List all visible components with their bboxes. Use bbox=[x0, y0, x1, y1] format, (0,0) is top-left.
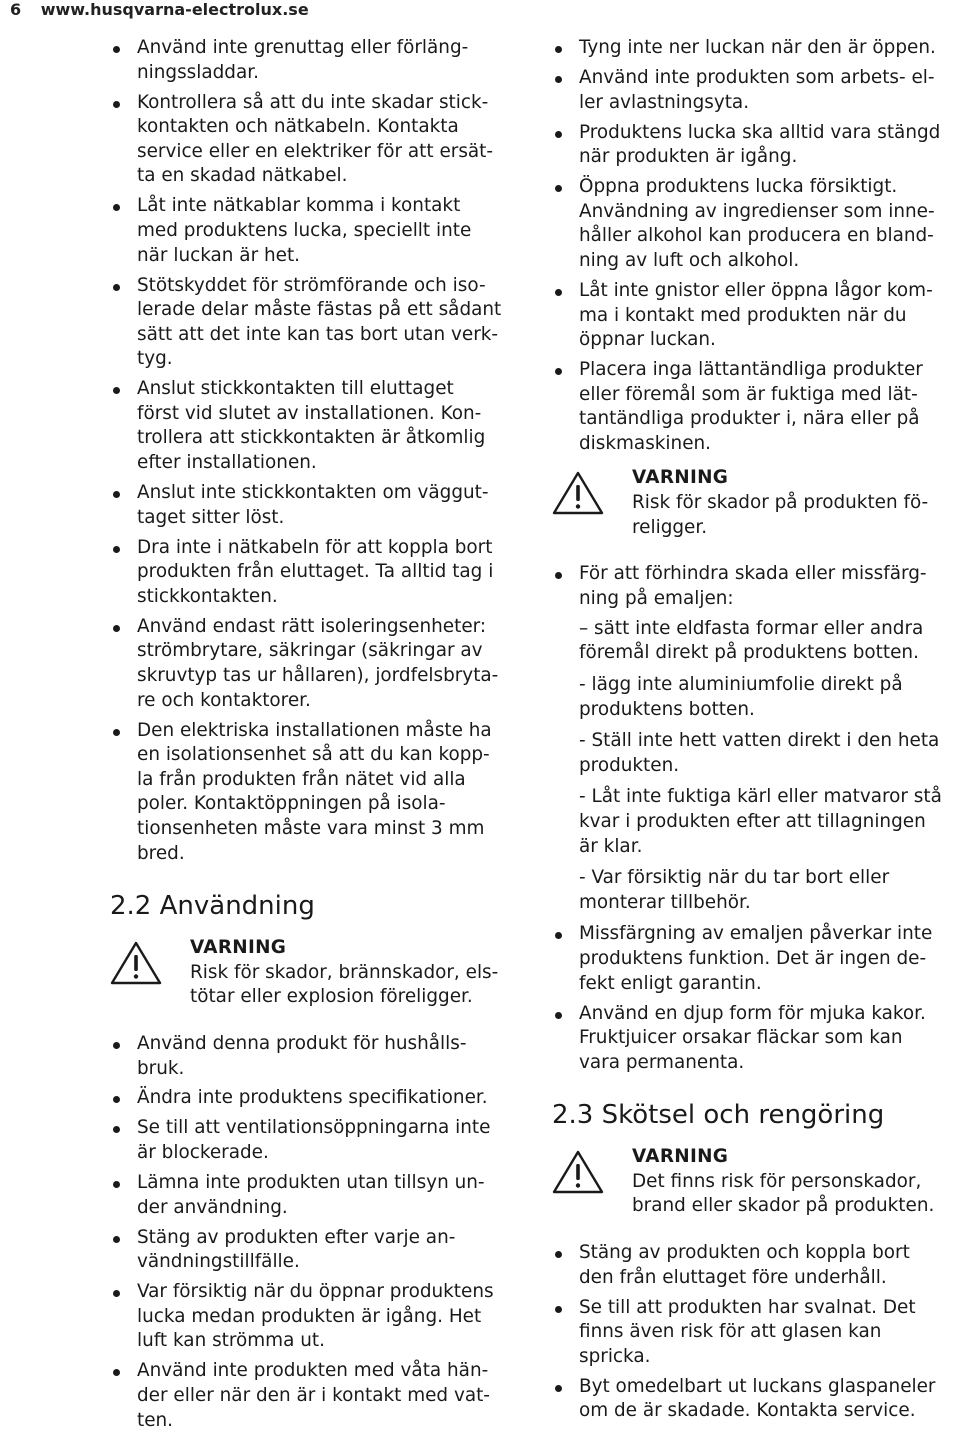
warning-triangle-icon bbox=[552, 1149, 604, 1195]
list-item bbox=[552, 36, 960, 61]
bullet-icon bbox=[113, 46, 120, 53]
enamel-sub-item: - Var försiktig när du tar bort eller monterar tillbehör. bbox=[579, 867, 890, 913]
list-item-text: Låt inte nätkablar komma i kontakt med produktens lucka, speciellt inte när luckan är het. bbox=[137, 195, 472, 266]
list-item-text: Anslut inte stickkontakten om väggut- taget sitter löst. bbox=[137, 482, 489, 528]
list-item bbox=[110, 36, 540, 85]
list-item bbox=[552, 562, 960, 611]
list-item-text: Kontrollera så att du inte skadar stick- kontakten och nätkabeln. Kontakta service eller en elektriker för att ersät- ta en skadad nätkabel. bbox=[137, 91, 494, 187]
list-item bbox=[552, 1002, 960, 1076]
list-item bbox=[552, 175, 960, 273]
bullet-icon bbox=[113, 1126, 120, 1133]
warning-text: Risk för skador på produkten fö- religger. bbox=[632, 492, 929, 538]
list-item bbox=[110, 536, 540, 610]
list-item bbox=[110, 194, 540, 268]
bullet-icon bbox=[113, 101, 120, 108]
list-item-text: Lämna inte produkten utan tillsyn un- der användning. bbox=[137, 1172, 485, 1218]
page-header bbox=[10, 0, 309, 20]
list-item bbox=[552, 279, 960, 353]
list-item bbox=[552, 358, 960, 456]
warning-title: VARNING bbox=[632, 467, 729, 489]
section-title-usage: 2.2 Användning bbox=[110, 891, 315, 922]
section-title-care-cleaning: 2.3 Skötsel och rengöring bbox=[552, 1100, 885, 1131]
list-item-text: Öppna produktens lucka försiktigt. Användning av ingredienser som inne- håller alkohol kan producera en bland- ning av luft och alkohol. bbox=[579, 176, 935, 271]
list-item bbox=[110, 1086, 540, 1111]
list-item bbox=[110, 481, 540, 530]
list-item bbox=[110, 1359, 540, 1433]
bullet-icon bbox=[113, 1369, 120, 1376]
list-item bbox=[110, 1116, 540, 1165]
bullet-icon bbox=[555, 572, 562, 579]
bullet-icon bbox=[555, 76, 562, 83]
bullet-icon bbox=[113, 491, 120, 498]
list-item-text: Den elektriska installationen måste ha en isolationsenhet så att du kan kopp- la från produkten från nätet vid alla poler. Kontaktöppningen på isola- tionsenheten måste vara minst 3 mm bred. bbox=[137, 719, 492, 864]
usage-bullet-list bbox=[110, 1032, 540, 1433]
enamel-sub-item: - lägg inte aluminiumfolie direkt på produktens botten. bbox=[579, 674, 903, 720]
bullet-icon bbox=[555, 1012, 562, 1019]
list-item-text: Använd inte grenuttag eller förläng- ningssladdar. bbox=[137, 37, 469, 83]
warning-text: Det finns risk för personskador, brand eller skador på produkten. bbox=[632, 1170, 935, 1217]
bullet-icon bbox=[113, 1096, 120, 1103]
bullet-icon bbox=[555, 1251, 562, 1258]
list-item-text: Byt omedelbart ut luckans glaspaneler om de är skadade. Kontakta service. bbox=[579, 1375, 936, 1422]
bullet-icon bbox=[555, 1306, 562, 1313]
left-column bbox=[110, 36, 540, 1439]
enamel-sub-item: – sätt inte eldfasta formar eller andra föremål direkt på produktens botten. bbox=[579, 617, 924, 664]
list-item-text: Stötskyddet för strömförande och iso- lerade delar måste fästas på ett sådant sätt att det inte kan tas bort utan verk- tyg. bbox=[137, 274, 502, 370]
installation-bullet-list bbox=[110, 36, 540, 866]
bullet-icon bbox=[113, 546, 120, 553]
list-item-text: Se till att ventilationsöppningarna inte är blockerade. bbox=[137, 1117, 491, 1164]
list-item-text: Se till att produkten har svalnat. Det finns även risk för att glasen kan spricka. bbox=[579, 1296, 916, 1367]
enamel-sub-item: - Ställ inte hett vatten direkt i den heta produkten. bbox=[579, 730, 940, 776]
bullet-icon bbox=[113, 729, 120, 736]
bullet-icon bbox=[113, 1181, 120, 1188]
list-item-text: Använd inte produkten som arbets- el- ler avlastningsyta. bbox=[579, 66, 935, 113]
warning-box-product-damage bbox=[552, 466, 960, 540]
bullet-icon bbox=[113, 387, 120, 394]
list-item bbox=[110, 1032, 540, 1081]
door-bullet-list bbox=[552, 36, 960, 456]
warning-box-care bbox=[552, 1145, 960, 1219]
bullet-icon bbox=[113, 1290, 120, 1297]
list-item bbox=[110, 274, 540, 372]
bullet-icon bbox=[113, 1042, 120, 1049]
list-item bbox=[552, 1241, 960, 1290]
list-item-text: Använd inte produkten med våta hän- der eller när den är i kontakt med vat- ten. bbox=[137, 1360, 490, 1431]
list-item bbox=[110, 615, 540, 713]
list-item bbox=[110, 377, 540, 475]
list-item bbox=[552, 1296, 960, 1370]
bullet-icon bbox=[113, 1236, 120, 1243]
list-item bbox=[110, 91, 540, 189]
list-item-text: För att förhindra skada eller missfärg- ning på emaljen: bbox=[579, 563, 927, 609]
warning-title: VARNING bbox=[632, 1146, 729, 1168]
list-item-text: Använd en djup form för mjuka kakor. Fruktjuicer orsakar fläckar som kan vara permanenta. bbox=[579, 1002, 926, 1073]
bullet-icon bbox=[555, 289, 562, 296]
enamel-sub-item: - Låt inte fuktiga kärl eller matvaror stå kvar i produkten efter att tillagningen är klar. bbox=[579, 786, 942, 857]
list-item-text: Produktens lucka ska alltid vara stängd när produkten är igång. bbox=[579, 121, 941, 168]
bullet-icon bbox=[113, 204, 120, 211]
list-item-text: Låt inte gnistor eller öppna lågor kom- ma i kontakt med produkten när du öppnar luckan. bbox=[579, 279, 933, 351]
bullet-icon bbox=[555, 368, 562, 375]
header-url: www.husqvarna-electrolux.se bbox=[40, 0, 309, 19]
bullet-icon bbox=[555, 1385, 562, 1392]
list-item bbox=[552, 66, 960, 115]
bullet-icon bbox=[555, 185, 562, 192]
list-item-text: Placera inga lättantändliga produkter eller föremål som är fuktiga med lät- tantändliga produkter i, nära eller på diskmaskinen. bbox=[579, 359, 923, 454]
list-item-text: Var försiktig när du öppnar produktens lucka medan produkten är igång. Het luft kan strömma ut. bbox=[137, 1281, 494, 1352]
list-item bbox=[110, 719, 540, 867]
warning-triangle-icon bbox=[552, 470, 604, 516]
list-item-text: Använd denna produkt för hushålls- bruk. bbox=[137, 1032, 467, 1079]
list-item bbox=[110, 1171, 540, 1220]
enamel-bullet-list bbox=[552, 562, 960, 611]
list-item-text: Stäng av produkten efter varje an- vändningstillfälle. bbox=[137, 1226, 456, 1273]
warning-triangle-icon bbox=[110, 940, 162, 986]
warning-box-usage bbox=[110, 936, 540, 1010]
bullet-icon bbox=[113, 284, 120, 291]
enamel-notes-list bbox=[552, 922, 960, 1075]
page-number: 6 bbox=[10, 0, 22, 19]
list-item bbox=[110, 1226, 540, 1275]
bullet-icon bbox=[555, 932, 562, 939]
warning-text: Risk för skador, brännskador, els- tötar eller explosion föreligger. bbox=[190, 961, 499, 1008]
list-item bbox=[552, 922, 960, 996]
list-item-text: Stäng av produkten och koppla bort den från eluttaget före underhåll. bbox=[579, 1242, 910, 1288]
list-item bbox=[552, 1375, 960, 1424]
bullet-icon bbox=[555, 131, 562, 138]
list-item bbox=[110, 1280, 540, 1354]
list-item-text: Missfärgning av emaljen påverkar inte produktens funktion. Det är ingen de- fekt enligt garantin. bbox=[579, 923, 933, 994]
warning-title: VARNING bbox=[190, 937, 287, 959]
list-item bbox=[552, 121, 960, 170]
bullet-icon bbox=[113, 625, 120, 632]
list-item-text: Dra inte i nätkabeln för att koppla bort produkten från eluttaget. Ta alltid tag i stickkontakten. bbox=[137, 536, 494, 607]
list-item-text: Ändra inte produktens specifikationer. bbox=[137, 1087, 488, 1109]
bullet-icon bbox=[555, 46, 562, 53]
right-column bbox=[552, 36, 960, 1429]
care-bullet-list bbox=[552, 1241, 960, 1424]
list-item-text: Anslut stickkontakten till eluttaget först vid slutet av installationen. Kon- trollera att stickkontakten är åtkomlig efter installationen. bbox=[137, 378, 486, 474]
list-item-text: Tyng inte ner luckan när den är öppen. bbox=[579, 37, 936, 58]
list-item-text: Använd endast rätt isoleringsenheter: strömbrytare, säkringar (säkringar av skruvtyp tas ur hållaren), jordfelsbryta- re och kontaktorer. bbox=[137, 615, 499, 711]
